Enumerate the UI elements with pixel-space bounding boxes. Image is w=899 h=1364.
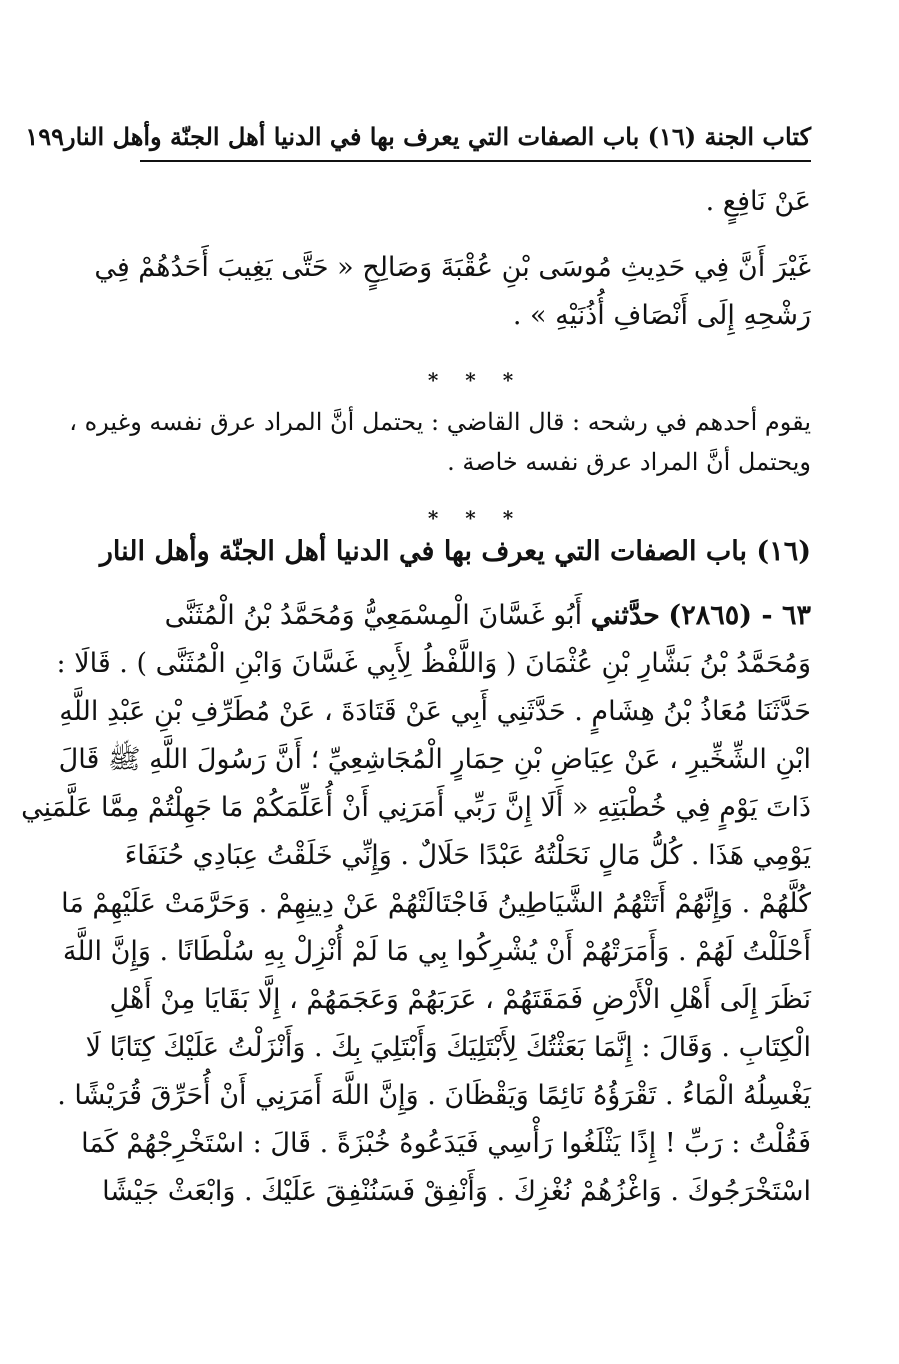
hadith-first-line: [140, 592, 811, 640]
chapter-heading: (١٦) باب الصفات التي يعرف بها في الدنيا أهل الجنّة وأهل النار: [99, 536, 811, 567]
hadith-text: [21, 592, 811, 1216]
hadith-line: يَغْسِلُهُ الْمَاءُ . تَقْرَؤُهُ نَائِمًا وَيَقْظَانَ . وَإِنَّ اللَّهَ أَمَرَنِي أَنْ أُحَرِّقَ قُرَيْشًا .: [57, 1080, 811, 1111]
text-line: غَيْرَ أَنَّ فِي حَدِيثِ مُوسَى بْنِ عُقْبَةَ وَصَالِحٍ « حَتَّى يَغِيبَ أَحَدُهُمْ فِي: [94, 252, 811, 283]
text-line: عَنْ نَافِعٍ .: [705, 186, 811, 217]
running-title: كتاب الجنة (١٦) باب الصفات التي يعرف بها في الدنيا أهل الجنّة وأهل النار: [64, 121, 811, 151]
hadith-lead-word: حدَّثني: [590, 600, 660, 631]
section-separator: * * *: [427, 368, 524, 392]
top-hadith-continuation: [94, 178, 811, 340]
text-line: رَشْحِهِ إِلَى أَنْصَافِ أُذُنَيْهِ » .: [512, 300, 811, 331]
hadith-line: الْكِتَابِ . وَقَالَ : إِنَّمَا بَعَثْتُكَ لِأَبْتَلِيَكَ وَأَبْتَلِيَ بِكَ . وَأَنْزَلْتُ عَلَيْكَ كِتَابًا لَا: [85, 1032, 811, 1063]
commentary: [69, 402, 811, 482]
hadith-line: كُلَّهُمْ . وَإِنَّهُمْ أَتَتْهُمُ الشَّيَاطِينُ فَاجْتَالَتْهُمْ عَنْ دِينِهِمْ . وَحَرَّمَتْ عَلَيْهِمْ مَا: [61, 888, 811, 919]
commentary-line: ويحتمل أنَّ المراد عرق نفسه خاصة .: [447, 448, 811, 476]
hadith-line: نَظَرَ إِلَى أَهْلِ الْأَرْضِ فَمَقَتَهُمْ ، عَرَبَهُمْ وَعَجَمَهُمْ ، إِلَّا بَقَايَا مِنْ أَهْلِ: [109, 984, 811, 1015]
hadith-line: يَوْمِي هَذَا . كُلُّ مَالٍ نَحَلْتُهُ عَبْدًا حَلَالٌ . وَإِنِّي خَلَقْتُ عِبَادِي حُنَفَاءَ: [124, 840, 811, 871]
section-separator: * * *: [427, 506, 524, 530]
hadith-line: فَقُلْتُ : رَبِّ ! إِذًا يَثْلَغُوا رَأْسِي فَيَدَعُوهُ خُبْزَةً . قَالَ : اسْتَخْرِجْهُمْ كَمَا: [81, 1128, 811, 1159]
hadith-line: حَدَّثَنَا مُعَاذُ بْنُ هِشَامٍ . حَدَّثَنِي أَبِي عَنْ قَتَادَةَ ، عَنْ مُطَرِّفِ بْنِ عَبْدِ اللَّهِ: [59, 696, 811, 727]
hadith-line: ذَاتَ يَوْمٍ فِي خُطْبَتِهِ « أَلَا إِنَّ رَبِّي أَمَرَنِي أَنْ أُعَلِّمَكُمْ مَا جَهِلْتُمْ مِمَّا عَلَّمَنِي: [21, 792, 811, 823]
page-number: ١٩٩: [25, 121, 65, 151]
commentary-line: يقوم أحدهم في رشحه : قال القاضي : يحتمل أنَّ المراد عرق نفسه وغيره ،: [69, 408, 811, 436]
running-header: [25, 112, 811, 162]
hadith-line: ابْنِ الشِّخِّيرِ ، عَنْ عِيَاضِ بْنِ حِمَارٍ الْمُجَاشِعِيِّ ؛ أَنَّ رَسُولَ اللَّهِ ﷺ قَالَ: [58, 744, 811, 775]
hadith-line: أَحْلَلْتُ لَهُمْ . وَأَمَرَتْهُمْ أَنْ يُشْرِكُوا بِي مَا لَمْ أُنْزِلْ بِهِ سُلْطَانًا . وَإِنَّ اللَّهَ: [62, 936, 811, 967]
hadith-line-text: أَبُو غَسَّانَ الْمِسْمَعِيُّ وَمُحَمَّدُ بْنُ الْمُثَنَّى: [164, 600, 583, 631]
hadith-line: وَمُحَمَّدُ بْنُ بَشَّارِ بْنِ عُثْمَانَ ( وَاللَّفْظُ لِأَبِي غَسَّانَ وَابْنِ الْمُثَنَّى ) . قَالَا :: [56, 648, 811, 679]
hadith-number: ٦٣ - (٢٨٦٥): [668, 600, 811, 631]
hadith-line: اسْتَخْرَجُوكَ . وَاغْزُهُمْ نُغْزِكَ . وَأَنْفِقْ فَسَنُنْفِقَ عَلَيْكَ . وَابْعَثْ جَيْشًا: [102, 1176, 811, 1207]
